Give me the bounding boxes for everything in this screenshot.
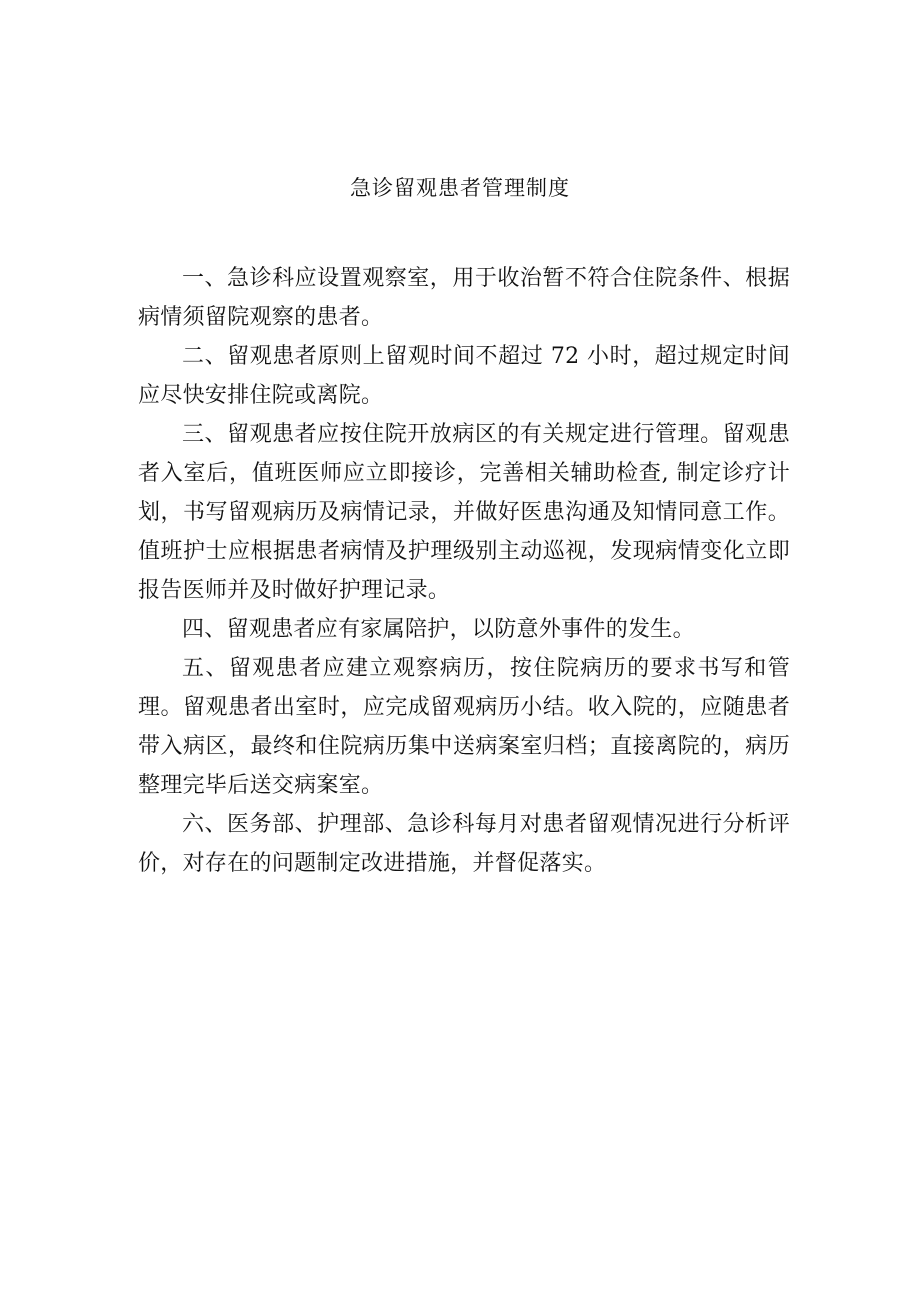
- paragraph-2: 二、留观患者原则上留观时间不超过 72 小时，超过规定时间应尽快安排住院或离院。: [138, 344, 790, 408]
- paragraph-5: 五、留观患者应建立观察病历，按住院病历的要求书写和管理。留观患者出室时，应完成留观病历小结。收入院的，应随患者带入病区，最终和住院病历集中送病案室归档；直接离院的，病历整理完毕后送交病案室。: [138, 656, 790, 798]
- paragraph-1: 一、急诊科应设置观察室，用于收治暂不符合住院条件、根据病情须留院观察的患者。: [138, 266, 790, 330]
- paragraph-3: 三、留观患者应按住院开放病区的有关规定进行管理。留观患者入室后，值班医师应立即接诊，完善相关辅助检查, 制定诊疗计划，书写留观病历及病情记录，并做好医患沟通及知情同意工作。值班护士应根据患者病情及护理级别主动巡视，发现病情变化立即报告医师并及时做好护理记录。: [138, 422, 790, 603]
- paragraph-4: 四、留观患者应有家属陪护，以防意外事件的发生。: [182, 617, 695, 642]
- document-body: [138, 259, 790, 883]
- paragraph-6: 六、医务部、护理部、急诊科每月对患者留观情况进行分析评价，对存在的问题制定改进措施，并督促落实。: [138, 812, 790, 876]
- document-title: 急诊留观患者管理制度: [350, 176, 570, 200]
